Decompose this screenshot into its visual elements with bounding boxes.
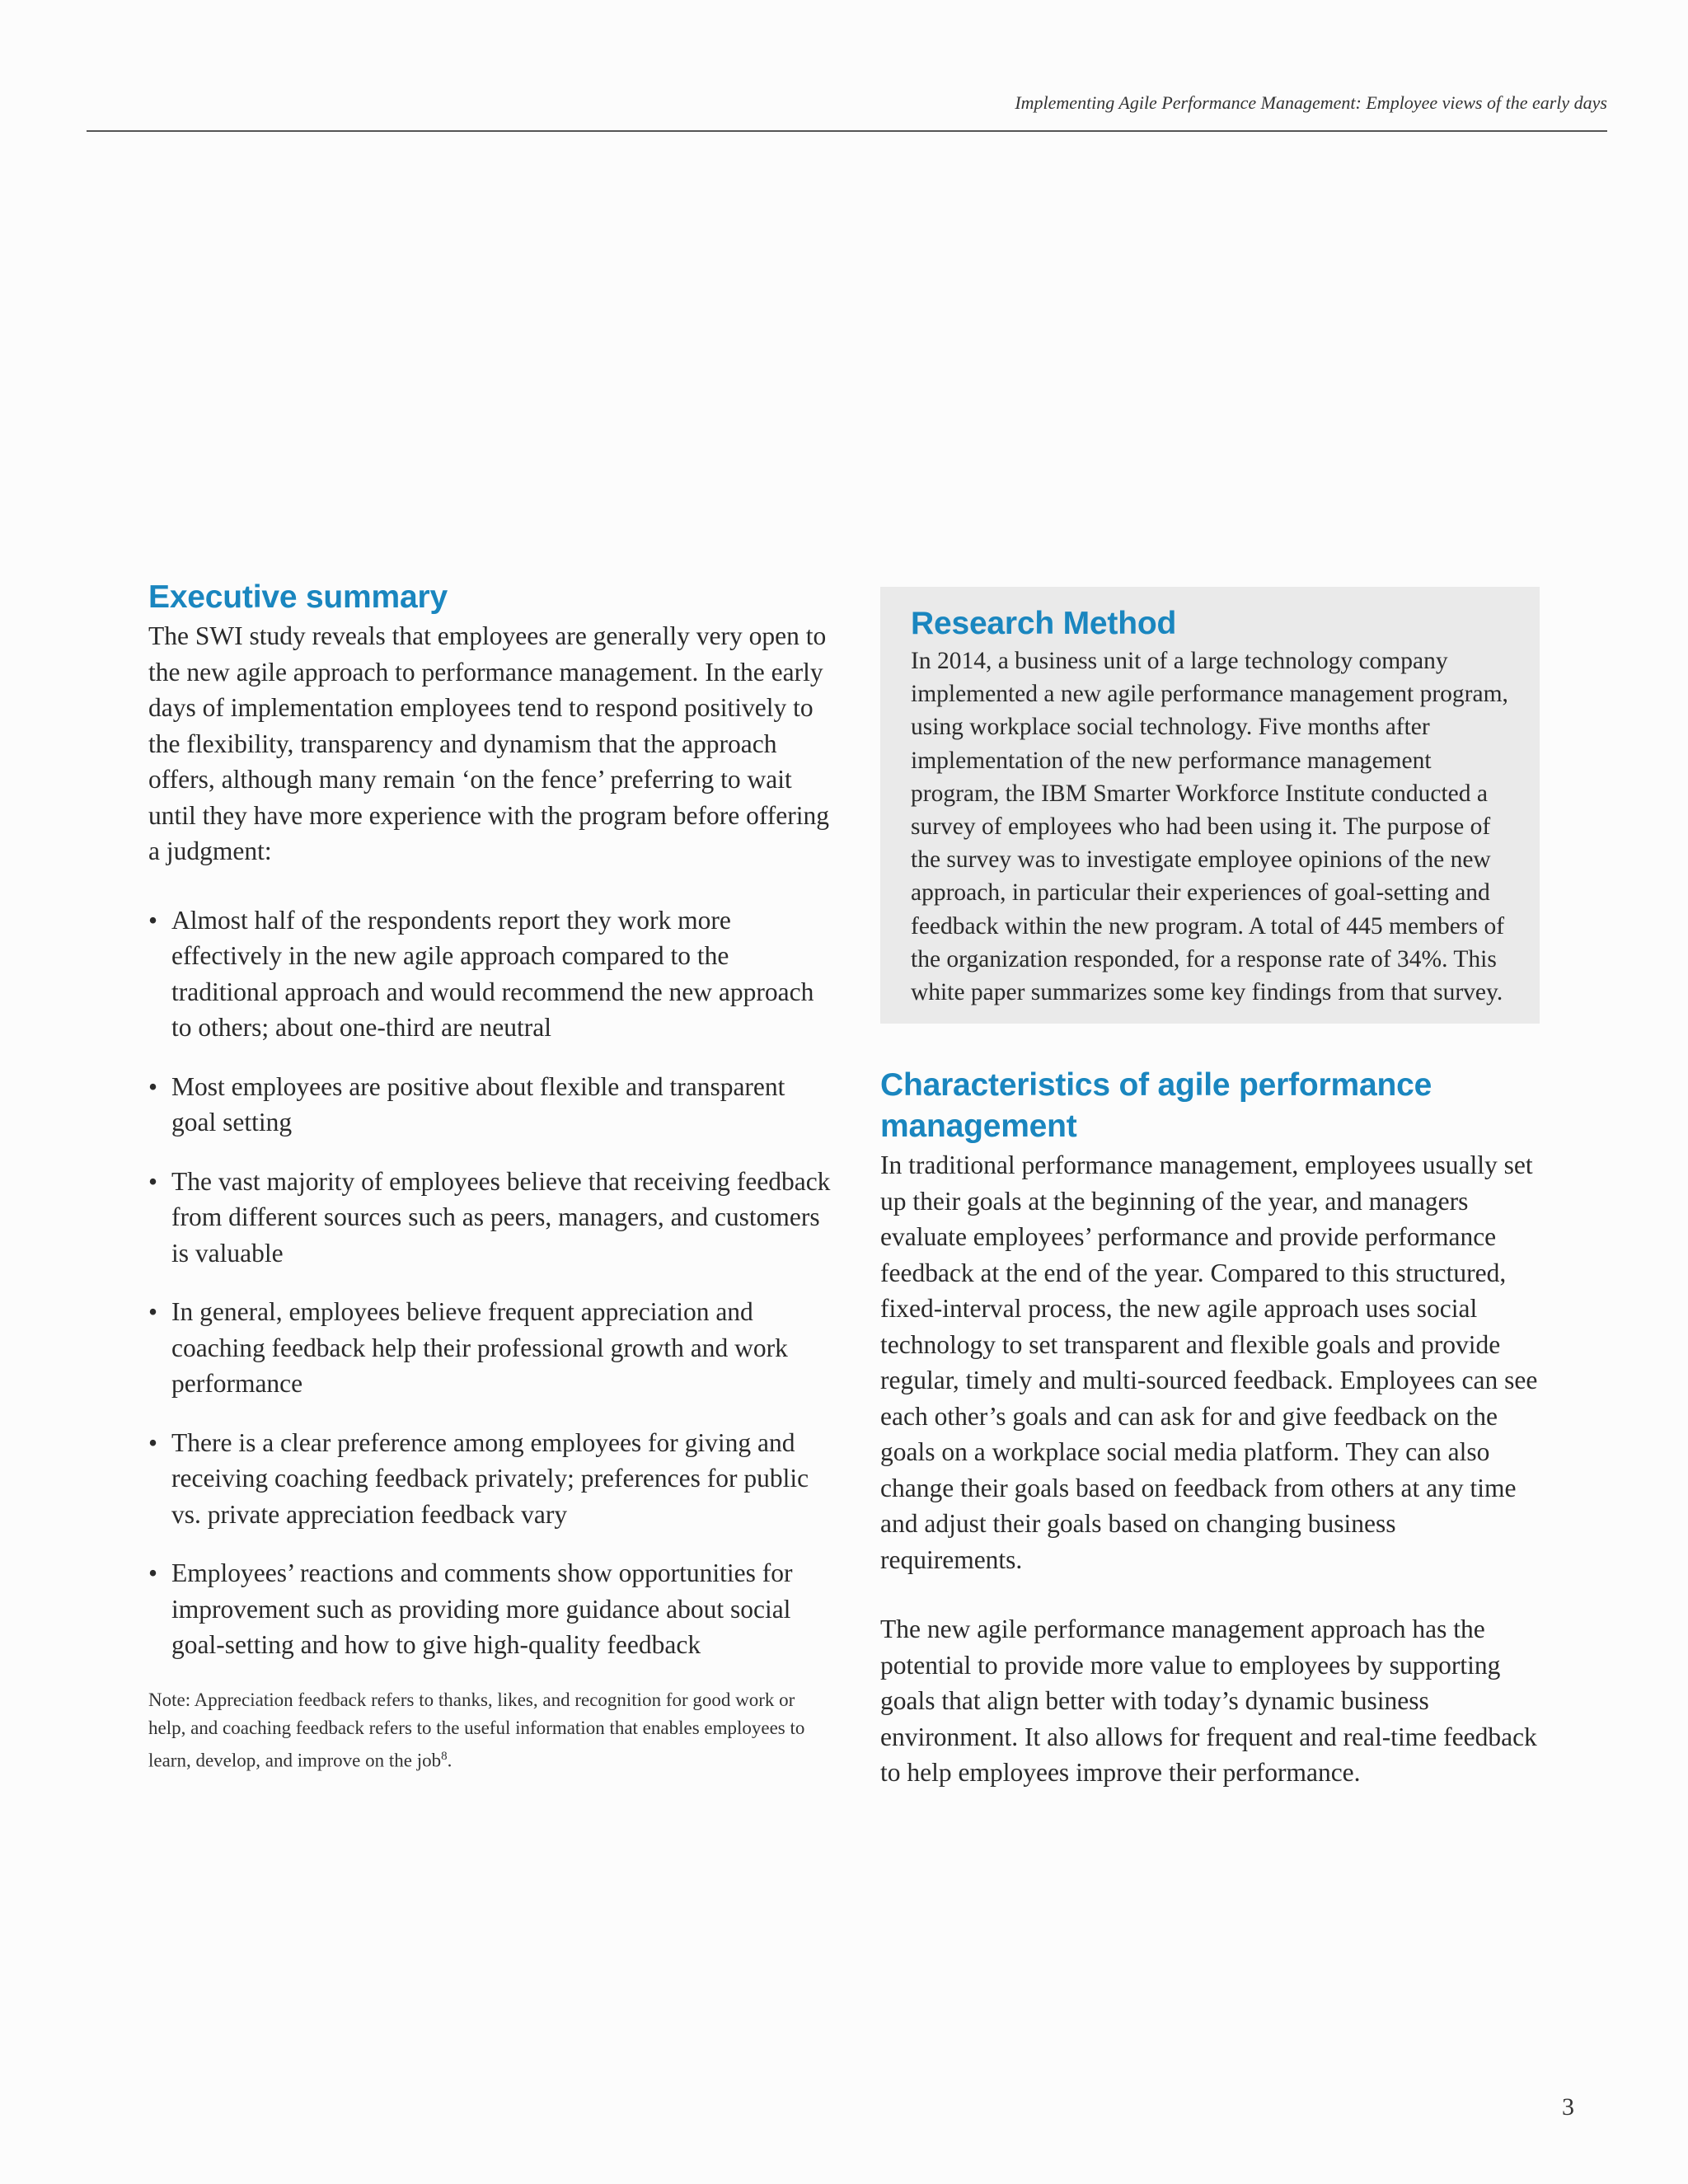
footnote-reference: 8 bbox=[441, 1749, 448, 1763]
page-number: 3 bbox=[1562, 2093, 1574, 2121]
finding-item: • Most employees are positive about flexible and transparent goal setting bbox=[148, 1069, 832, 1141]
characteristics-paragraph: In traditional performance management, employees usually set up their goals at the beginning of the year, and managers evaluate employees’ performance and provide performance feedback at the end of the year. Compared to this structured, fixed-interval process, the new agile approach uses social technology to set transparent and flexible goals and provide regular, timely and multi-sourced feedback. Employees can see each other’s goals and can ask for and give feedback on the goals on a workplace social media platform. They can also change their goals based on feedback from others at any time and adjust their goals based on changing business requirements. bbox=[880, 1151, 1538, 1574]
right-column bbox=[880, 587, 1540, 1791]
executive-summary-section bbox=[148, 577, 832, 1774]
characteristics-section bbox=[880, 1065, 1540, 1791]
finding-item: • There is a clear preference among employees for giving and receiving coaching feedback privately; preferences for public vs. private appreciation feedback vary bbox=[148, 1425, 832, 1533]
running-header: Implementing Agile Performance Management: Employee views of the early days bbox=[1015, 92, 1607, 113]
header-rule bbox=[87, 130, 1607, 132]
characteristics-paragraph: The new agile performance management approach has the potential to provide more value to employees by supporting goals that align better with today’s dynamic business environment. It also allows for frequent and real-time feedback to help employees improve their performance. bbox=[880, 1615, 1537, 1788]
characteristics-heading: Characteristics of agile performance management bbox=[880, 1067, 1432, 1145]
executive-summary-intro: The SWI study reveals that employees are generally very open to the new agile approach to performance management. In the early days of implementation employees tend to respond positively to the flexibility, transparency and dynamism that the approach offers, although many remain ‘on the fence’ preferring to wait until they have more experience with the program before offering a judgment: bbox=[148, 621, 829, 865]
research-method-box bbox=[880, 587, 1540, 1024]
finding-item: • The vast majority of employees believe that receiving feedback from different sources such as peers, managers, and customers is valuable bbox=[148, 1164, 832, 1272]
footnote bbox=[148, 1686, 832, 1775]
finding-item: • Almost half of the respondents report they work more effectively in the new agile approach compared to the traditional approach and would recommend the new approach to others; about one-third are neutral bbox=[148, 902, 832, 1046]
findings-list bbox=[148, 902, 832, 1663]
left-column bbox=[148, 577, 832, 1774]
finding-item: • Employees’ reactions and comments show opportunities for improvement such as providing more guidance about social goal-setting and how to give high-quality feedback bbox=[148, 1555, 832, 1663]
finding-item: • In general, employees believe frequent appreciation and coaching feedback help their professional growth and work performance bbox=[148, 1294, 832, 1402]
footnote-end: . bbox=[447, 1750, 452, 1771]
research-method-body: In 2014, a business unit of a large technology company implemented a new agile performance management program, using workplace social technology. Five months after implementation of the new performance management program, the IBM Smarter Workforce Institute conducted a survey of employees who had been using it. The purpose of the survey was to investigate employee opinions of the new approach, in particular their experiences of goal-setting and feedback within the new program. A total of 445 members of the organization responded, for a response rate of 34%. This white paper summarizes some key findings from that survey. bbox=[911, 648, 1508, 1006]
executive-summary-heading: Executive summary bbox=[148, 579, 448, 615]
research-method-heading: Research Method bbox=[911, 606, 1177, 641]
footnote-text: Note: Appreciation feedback refers to thanks, likes, and recognition for good work or help, and coaching feedback refers to the useful information that enables employees to learn, develop, and improve on the job bbox=[148, 1689, 805, 1771]
